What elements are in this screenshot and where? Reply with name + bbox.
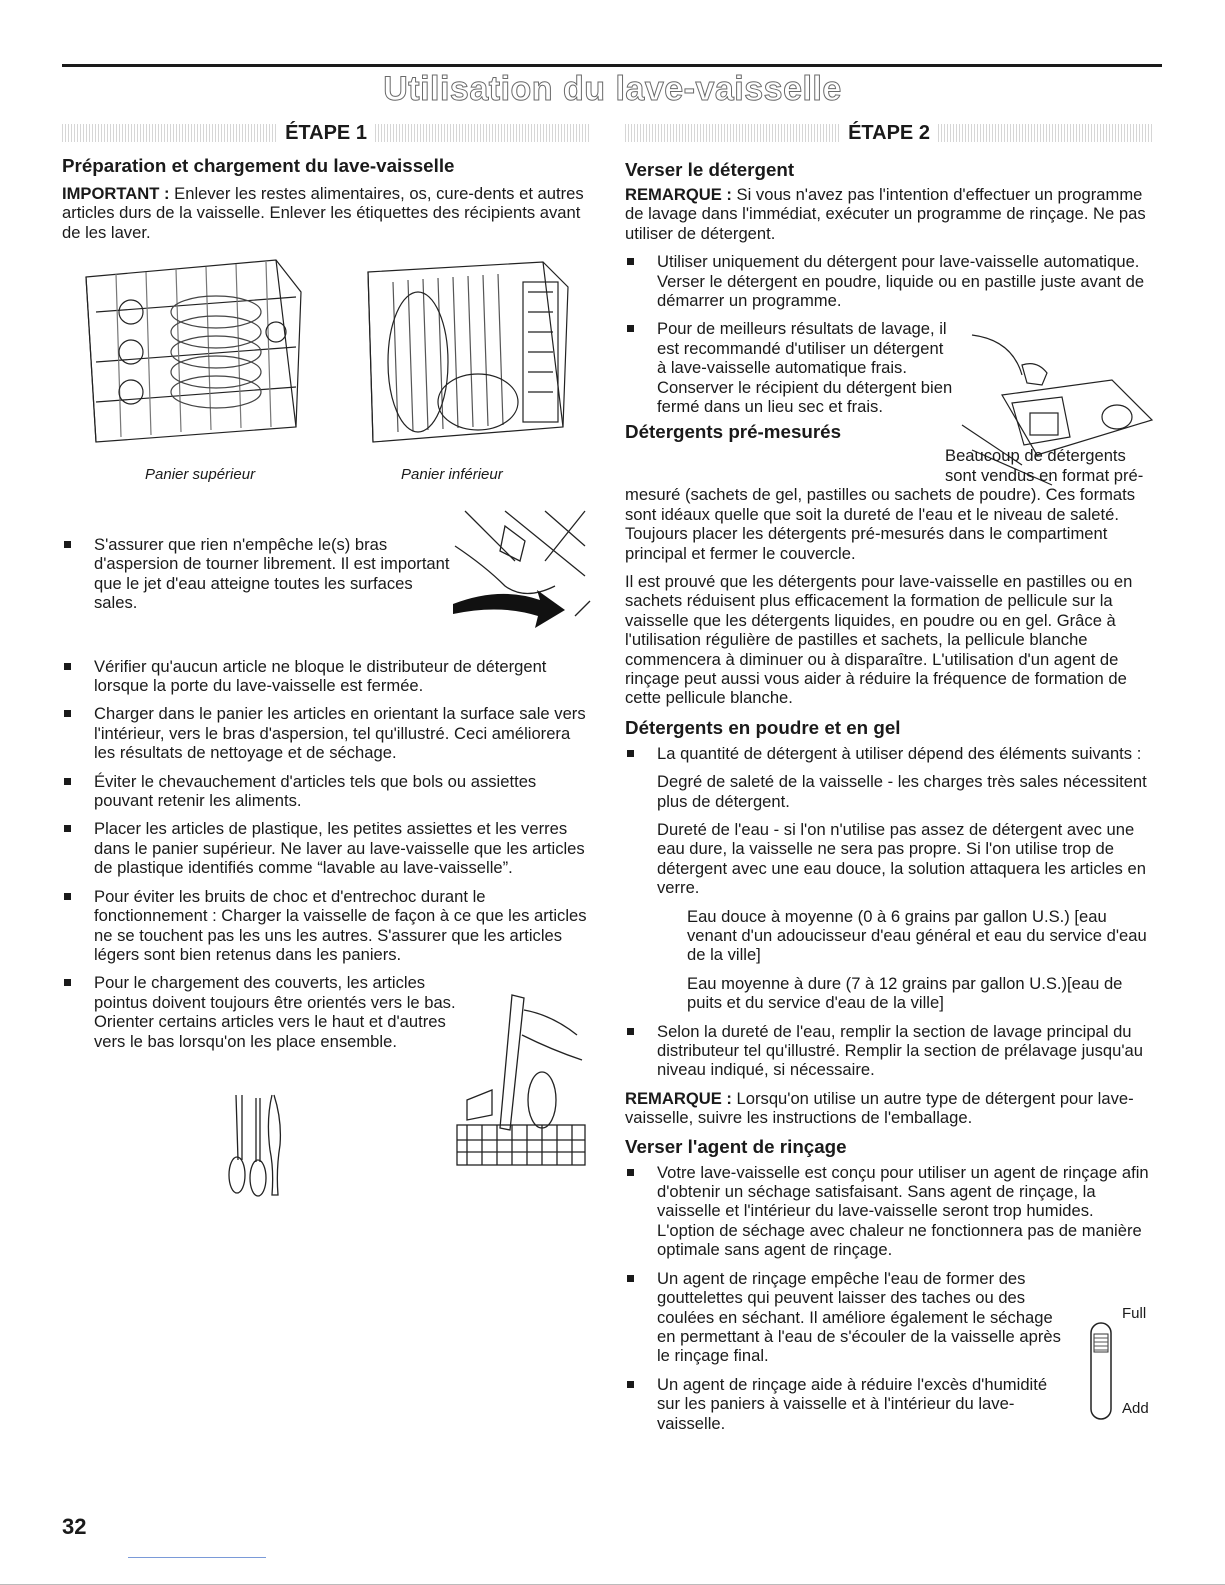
page-number: 32 bbox=[62, 1514, 87, 1539]
step1-heading: Préparation et chargement du lave-vaisselle bbox=[62, 155, 455, 176]
step2-banner bbox=[625, 120, 1153, 146]
remarque-1: REMARQUE : Si vous n'avez pas l'intention d'effectuer un programme de lavage dans l'immédiat, exécuter un programme de rinçage. Ne pas utiliser de détergent. bbox=[625, 185, 1146, 243]
bullet-item: Éviter le chevauchement d'articles tels que bols ou assiettes pouvant retenir les aliments. bbox=[62, 772, 590, 811]
bullet-item: Pour le chargement des couverts, les articles pointus doivent toujours être orientés vers le bas. Orienter certains articles vers le haut et d'autres vers le bas lorsqu'on les place ensemble. bbox=[62, 973, 474, 1051]
para-durete: Dureté de l'eau - si l'on n'utilise pas assez de détergent avec une eau dure, la vaisselle ne sera pas propre. Si l'on utilise trop de détergent avec une eau douce, la solution attaquera les articles en verre. bbox=[657, 819, 1146, 898]
para-degre: Degré de saleté de la vaisselle - les charges très sales nécessitent plus de détergent. bbox=[657, 772, 1147, 811]
bullet-item: Un agent de rinçage aide à réduire l'excès d'humidité sur les paniers à vaisselle et à l'intérieur du lave-vaisselle. bbox=[625, 1375, 1069, 1433]
heading-verser-detergent: Verser le détergent bbox=[625, 159, 795, 180]
step1-intro bbox=[62, 154, 590, 242]
step2-content bbox=[625, 158, 1153, 1433]
bullet-item: Utiliser uniquement du détergent pour lave-vaisselle automatique. Verser le détergent en poudre, liquide ou en pastille juste avant de démarrer un programme. bbox=[625, 252, 1153, 310]
upper-rack-illustration bbox=[76, 252, 306, 457]
step1-label: ÉTAPE 1 bbox=[285, 121, 367, 144]
important-note: IMPORTANT : Enlever les restes alimentaires, os, cure-dents et autres articles durs de la vaisselle. Enlever les étiquettes des récipients avant de les laver. bbox=[62, 184, 584, 242]
step1-banner bbox=[62, 120, 590, 146]
caption-lower-rack: Panier inférieur bbox=[401, 466, 503, 483]
caption-upper-rack: Panier supérieur bbox=[145, 466, 256, 483]
bullet-item: Pour de meilleurs résultats de lavage, il est recommandé d'utiliser un détergent à lave-vaisselle automatique frais. Conserver le récipient du détergent bien fermé dans un lieu sec et frais. bbox=[625, 319, 957, 416]
step1-bullets bbox=[62, 535, 590, 1051]
bullet-item: La quantité de détergent à utiliser dépend des éléments suivants : bbox=[625, 744, 1153, 763]
bullet-item: Selon la dureté de l'eau, remplir la section de lavage principal du distributeur tel qu'illustré. Remplir la section de prélavage jusqu'au niveau indiqué, si nécessaire. bbox=[625, 1022, 1153, 1080]
bullet-item: Charger dans le panier les articles en orientant la surface sale vers l'intérieur, vers le bras d'aspersion, tel qu'illustré. Ceci améliorera les résultats de nettoyage et de séchage. bbox=[62, 704, 590, 762]
footer-link-underline bbox=[128, 1557, 266, 1558]
bullet-item: Vérifier qu'aucun article ne bloque le distributeur de détergent lorsque la porte du lave-vaisselle est fermée. bbox=[62, 657, 590, 696]
remarque-2: REMARQUE : Lorsqu'on utilise un autre type de détergent pour lave-vaisselle, suivre les instructions de l'emballage. bbox=[625, 1088, 1134, 1128]
lower-rack-illustration bbox=[358, 252, 578, 457]
heading-rincage: Verser l'agent de rinçage bbox=[625, 1135, 847, 1157]
silverware-spoons-illustration bbox=[222, 1090, 284, 1202]
gauge-full-label: Full bbox=[1122, 1305, 1147, 1322]
gauge-add-label: Add bbox=[1122, 1400, 1149, 1417]
top-rule bbox=[62, 64, 1162, 67]
para-prouve: Il est prouvé que les détergents pour lave-vaisselle en pastilles ou en sachets réduisent plus efficacement la formation de pellicule sur la vaisselle que les détergents liquides, en poudre ou en gel. Grâce à l'utilisation régulière de pastilles et sachets, la pellicule blanche commencera à diminuer ou à disparaître. L'utilisation d'un agent de rinçage peut aussi vous aider à réduire la fréquence de formation de cette pellicule blanche. bbox=[625, 571, 1133, 708]
para-eau-dure: Eau moyenne à dure (7 à 12 grains par gallon U.S.)[eau de puits et du service d'eau de la ville] bbox=[687, 973, 1123, 1013]
bullet-item: Un agent de rinçage empêche l'eau de former des gouttelettes qui peuvent laisser des taches ou des coulées en séchant. Il améliore également le séchage en permettant à l'eau de s'écouler de la vaisselle après le rinçage final. bbox=[625, 1269, 1069, 1366]
bullet-item: Pour éviter les bruits de choc et d'entrechoc durant le fonctionnement : Charger la vaisselle de façon à ce que les articles ne se touchent pas les uns les autres. S'assurer que les articles légers sont bien retenus dans les paniers. bbox=[62, 887, 590, 965]
heading-poudre-gel: Détergents en poudre et en gel bbox=[625, 716, 901, 738]
bullet-item: S'assurer que rien n'empêche le(s) bras d'aspersion de tourner librement. Il est important que le jet d'eau atteigne toutes les surfaces sales. bbox=[62, 535, 454, 613]
para-premesures: Beaucoup de détergents sont vendus en format pré-mesuré (sachets de gel, pastilles ou sachets de poudre). Ces formats sont idéaux quelle que soit la dureté de l'eau et le niveau de saleté. Toujours placer les détergents pré-mesurés dans le compartiment principal et fermer le couvercle. bbox=[625, 446, 1144, 563]
bullet-item: Votre lave-vaisselle est conçu pour utiliser un agent de rinçage afin d'obtenir un séchage satisfaisant. Sans agent de rinçage, la vaisselle et l'intérieur du lave-vaisselle seront trop humides. L'option de séchage avec chaleur ne fonctionnera pas de manière optimale sans agent de rinçage. bbox=[625, 1163, 1153, 1260]
silverware-basket-illustration bbox=[452, 990, 590, 1168]
para-eau-douce: Eau douce à moyenne (0 à 6 grains par gallon U.S.) [eau venant d'un adoucisseur d'eau général et eau du service d'eau de la ville] bbox=[687, 906, 1147, 965]
bullet-item: Placer les articles de plastique, les petites assiettes et les verres dans le panier supérieur. Ne laver au lave-vaisselle que les articles de plastique identifiés comme “lavable au lave-vaisselle”. bbox=[62, 819, 590, 877]
rinse-aid-gauge-icon bbox=[1086, 1320, 1116, 1422]
heading-premesures: Détergents pré-mesurés bbox=[625, 421, 842, 443]
page-title: Utilisation du lave-vaisselle bbox=[383, 70, 842, 108]
step2-label: ÉTAPE 2 bbox=[848, 121, 930, 144]
